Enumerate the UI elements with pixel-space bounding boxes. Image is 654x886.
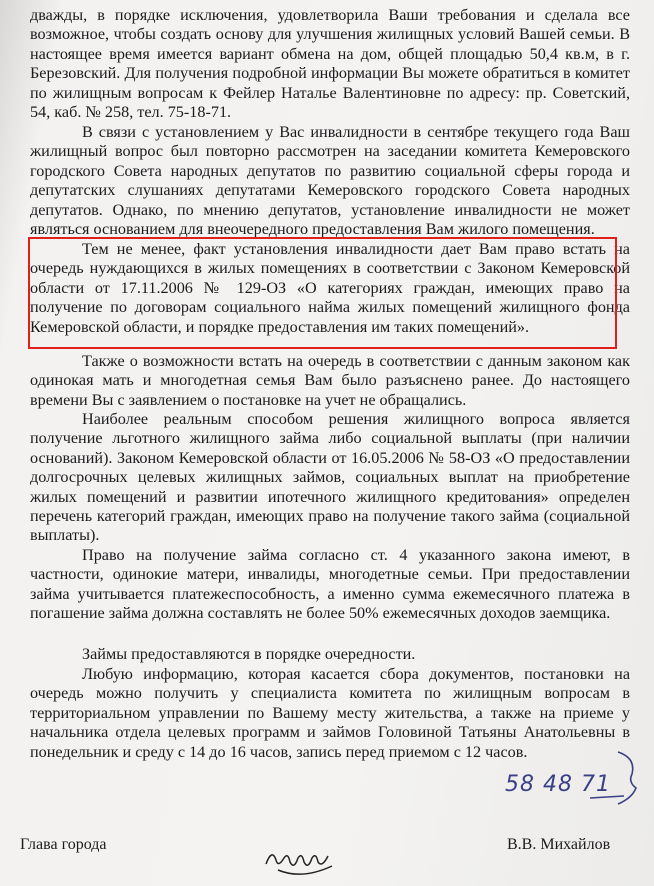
paragraph-1: дважды, в порядке исключения, удовлетворила Ваши требования и сделала все возможное, чтобы создать основу для улучшения жилищных условий Вашей семьи. В настоящее время имеется вариант обмена на дом, общей площадью 50,4 кв.м, в г. Березовский. Для получения подробной информации Вы можете обратиться в комитет по жилищным вопросам к Фейлер Наталье Валентиновне по адресу: пр. Советский, 54, каб. № 258, тел. 75-18-71.: [30, 6, 630, 122]
handwritten-phone: 58 48 71: [505, 772, 611, 797]
paragraph-2: В связи с установлением у Вас инвалидности в сентябре текущего года Ваш жилищный вопрос был повторно рассмотрен на заседании комитета Кемеровского городского Совета народных депутатов по развитию социальной сферы города и депутатских слушаниях депутатами Кемеровского городского Совета народных депутатов. Однако, по мнению депутатов, установление инвалидности не может являться основанием для внеочередного предоставления Вам жилого помещения.: [30, 123, 630, 239]
signature-scribble: [262, 840, 342, 880]
paragraph-3-highlighted: Тем не менее, факт установления инвалидности дает Вам право встать на очередь нуждающихся в жилых помещениях в соответствии с Законом Кемеровской области от 17.11.2006 № 129-ОЗ «О категориях граждан, имеющих право на получение по договорам социального найма жилых помещений жилищного фонда Кемеровской области, и порядке предоставления им таких помещений».: [30, 240, 630, 336]
handwritten-underline-mark: [588, 792, 628, 802]
paragraph-6: Право на получение займа согласно ст. 4 указанного закона имеют, в частности, одинокие матери, инвалиды, многодетные семьи. При предоставлении займа учитывается платежеспособность, а именно сумма ежемесячного платежа в погашение займа должна составлять не более 50% ежемесячных доходов заемщика.: [30, 546, 630, 623]
paragraph-5: Наиболее реальным способом решения жилищного вопроса является получение льготного жилищного займа либо социальной выплаты (при наличии оснований). Законом Кемеровской области от 16.05.2006 № 58-ОЗ «О предоставлении долгосрочных целевых жилищных займов, социальных выплат на приобретение жилых помещений и развитии ипотечного жилищного кредитования» определен перечень категорий граждан, имеющих право на получение такого займа (социальной выплаты).: [30, 410, 630, 545]
red-highlight-frame: [28, 237, 617, 349]
paragraph-4: Также о возможности встать на очередь в соответствии с данным законом как одинокая мать и многодетная семья Вам было разъяснено ранее. До настоящего времени Вы с заявлением о постановке на учет не обращались.: [30, 352, 630, 409]
paragraph-8: Любую информацию, которая касается сбора документов, постановки на очередь можно получить у специалиста комитета по жилищным вопросам в территориальном управлении по Вашему месту жительства, а также на приеме у начальника отдела целевых программ и займов Головиной Татьяны Анатольевны в понедельник и среду с 14 до 16 часов, запись перед приемом с 12 часов.: [30, 665, 630, 761]
signature-title: Глава города: [20, 836, 107, 853]
paragraph-7: Займы предоставляются в порядке очередности.: [82, 645, 416, 663]
signature-name: В.В. Михайлов: [507, 836, 611, 853]
